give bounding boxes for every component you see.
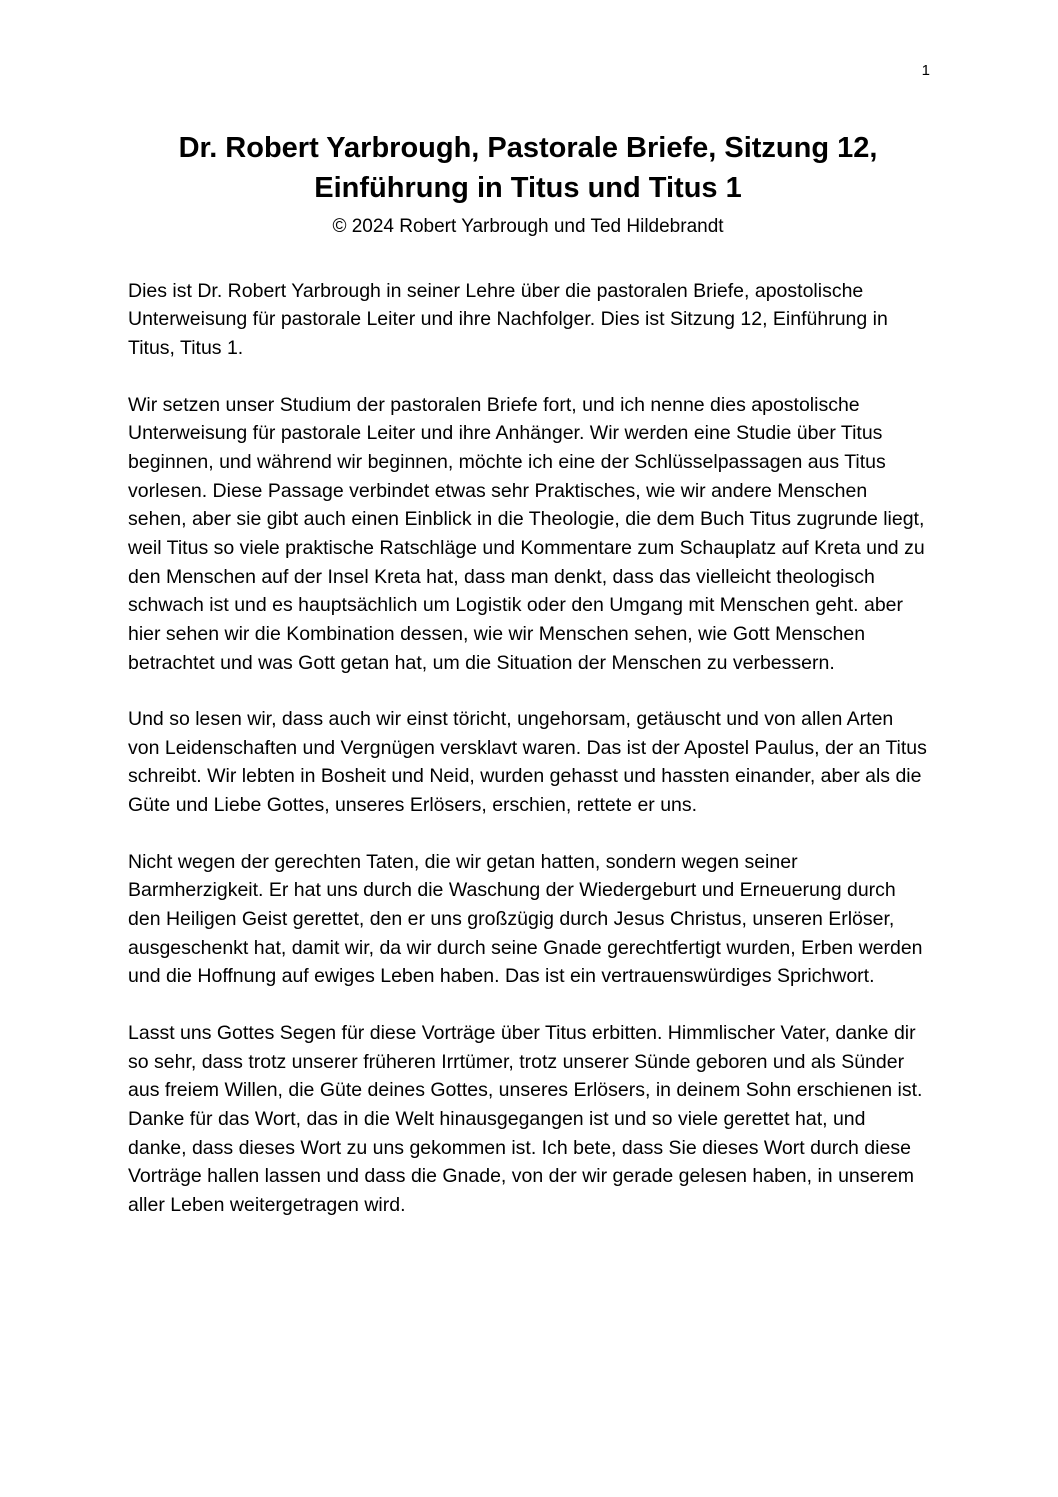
title-line-2: Einführung in Titus und Titus 1 bbox=[314, 172, 742, 205]
paragraph-1: Dies ist Dr. Robert Yarbrough in seiner Lehre über die pastoralen Briefe, apostolische Unterweisung für pastorale Leiter und ihre Nachfolger. Dies ist Sitzung 12, Einführung in Titus, Titus 1. bbox=[128, 279, 888, 359]
paragraph-5: Lasst uns Gottes Segen für diese Vorträge über Titus erbitten. Himmlischer Vater, danke dir so sehr, dass trotz unserer früheren Irrtümer, trotz unserer Sünde geboren und als Sünder aus freiem Willen, die Güte deines Gottes, unseres Erlösers, in deinem Sohn erschienen ist. Danke für das Wort, das in die Welt hinausgegangen ist und so viele gerettet hat, und danke, dass dieses Wort zu uns gekommen ist. Ich bete, dass Sie dieses Wort durch diese Vorträge hallen lassen und dass die Gnade, von der wir gerade gelesen haben, in unserem aller Leben weitergetragen wird. bbox=[128, 1022, 923, 1216]
page-number: 1 bbox=[921, 62, 930, 79]
paragraph-2: Wir setzen unser Studium der pastoralen Briefe fort, und ich nenne dies apostolische Unterweisung für pastorale Leiter und ihre Anhänger. Wir werden eine Studie über Titus beginnen, und während wir beginnen, möchte ich eine der Schlüsselpassagen aus Titus vorlesen. Diese Passage verbindet etwas sehr Praktisches, wie wir andere Menschen sehen, aber sie gibt auch einen Einblick in die Theologie, die dem Buch Titus zugrunde liegt, weil Titus so viele praktische Ratschläge und Kommentare zum Schauplatz auf Kreta und zu den Menschen auf der Insel Kreta hat, dass man denkt, dass das vielleicht theologisch schwach ist und es hauptsächlich um Logistik oder den Umgang mit Menschen geht. aber hier sehen wir die Kombination dessen, wie wir Menschen sehen, wie Gott Menschen betrachtet und was Gott getan hat, um die Situation der Menschen zu verbessern. bbox=[128, 393, 925, 674]
paragraph-4: Nicht wegen der gerechten Taten, die wir getan hatten, sondern wegen seiner Barmherzigkeit. Er hat uns durch die Waschung der Wiedergeburt und Erneuerung durch den Heiligen Geist gerettet, den er uns großzügig durch Jesus Christus, unseren Erlöser, ausgeschenkt hat, damit wir, da wir durch seine Gnade gerechtfertigt wurden, Erben werden und die Hoffnung auf ewiges Leben haben. Das ist ein vertrauenswürdiges Sprichwort. bbox=[128, 850, 923, 988]
document-title bbox=[128, 128, 928, 208]
title-line-1: Dr. Robert Yarbrough, Pastorale Briefe, Sitzung 12, bbox=[178, 132, 878, 164]
copyright-line: © 2024 Robert Yarbrough und Ted Hildebrandt bbox=[332, 216, 724, 238]
paragraph-3: Und so lesen wir, dass auch wir einst töricht, ungehorsam, getäuscht und von allen Arten von Leidenschaften und Vergnügen versklavt waren. Das ist der Apostel Paulus, der an Titus schreibt. Wir lebten in Bosheit und Neid, wurden gehasst und hassten einander, aber als die Güte und Liebe Gottes, unseres Erlösers, erschien, rettete er uns. bbox=[128, 708, 927, 817]
document-body bbox=[128, 277, 928, 1220]
